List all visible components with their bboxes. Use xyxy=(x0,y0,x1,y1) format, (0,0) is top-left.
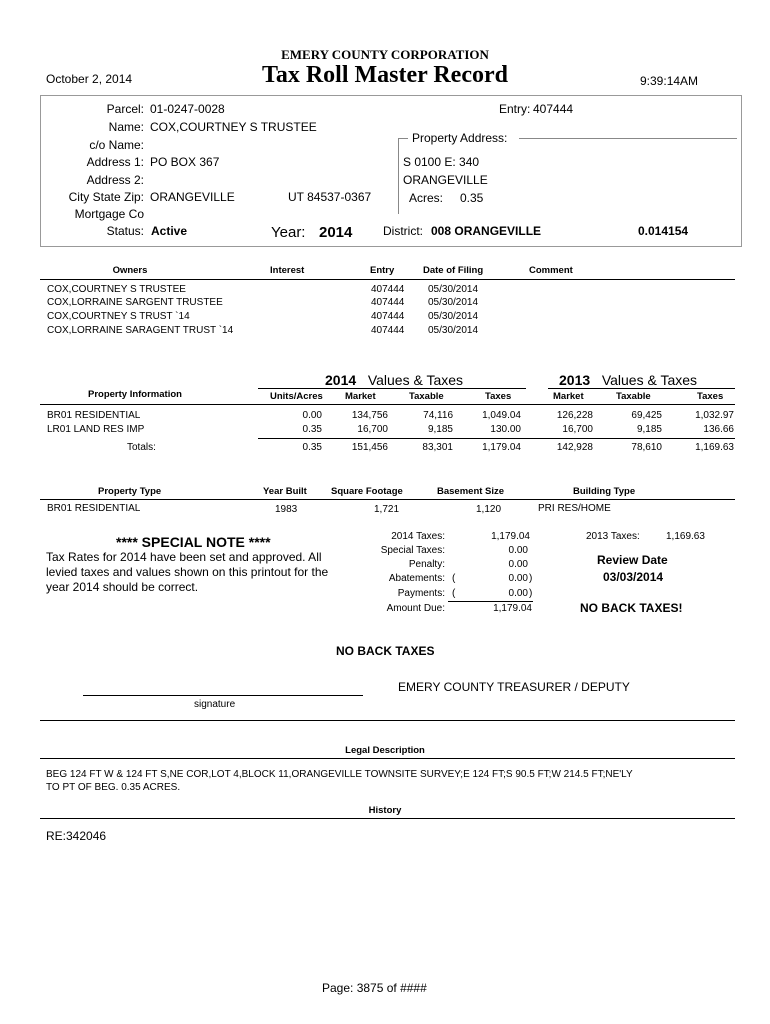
penalty-value: 0.00 xyxy=(508,559,528,570)
review-date-label: Review Date xyxy=(597,553,668,567)
amount-due-rule xyxy=(448,601,533,602)
value-row-prior-taxable: 9,185 xyxy=(636,424,662,435)
value-row-prior-taxable: 69,425 xyxy=(631,410,662,421)
property-address-line1: S 0100 E: 340 xyxy=(403,155,480,169)
current-taxes-value: 1,179.04 xyxy=(491,531,530,542)
city-state-zip-label: City State Zip: xyxy=(68,190,144,204)
property-address-bracket xyxy=(398,138,399,214)
owner-date: 05/30/2014 xyxy=(428,325,479,336)
payments-value: 0.00 xyxy=(508,588,528,599)
total-taxable: 83,301 xyxy=(422,442,453,453)
building-type: PRI RES/HOME xyxy=(538,503,611,514)
history-entry: RE:342046 xyxy=(46,829,107,843)
owner-name: COX,COURTNEY S TRUSTEE xyxy=(47,284,186,295)
legal-description-rule xyxy=(40,758,735,759)
legal-description-line: BEG 124 FT W & 124 FT S,NE COR,LOT 4,BLOCK 11,ORANGEVILLE TOWNSITE SURVEY;E 124 FT;S 90.5 FT;W 214.5 FT;NE'LY xyxy=(46,769,633,780)
taxes-header: Taxes xyxy=(485,391,512,402)
prior-taxable-header: Taxable xyxy=(616,391,651,402)
taxable-header: Taxable xyxy=(409,391,444,402)
current-taxes-label: 2014 Taxes: xyxy=(391,531,445,542)
history-title: History xyxy=(368,805,402,816)
city-value: ORANGEVILLE xyxy=(150,190,235,204)
name-value: COX,COURTNEY S TRUSTEE xyxy=(150,120,317,134)
penalty-label: Penalty: xyxy=(408,559,445,570)
value-row-prior-taxes: 1,032.97 xyxy=(695,410,734,421)
building-rule xyxy=(40,499,735,500)
year-label: Year: xyxy=(271,224,306,241)
history-rule xyxy=(40,818,735,819)
payments-paren-open: ( xyxy=(452,588,456,599)
owner-entry: 407444 xyxy=(371,311,405,322)
treasurer-label: EMERY COUNTY TREASURER / DEPUTY xyxy=(398,680,630,694)
property-type-header: Property Type xyxy=(98,486,162,497)
value-row-taxes: 1,049.04 xyxy=(482,410,521,421)
total-taxes: 1,179.04 xyxy=(482,442,521,453)
owner-entry: 407444 xyxy=(371,297,405,308)
parcel-label: Parcel: xyxy=(106,102,144,116)
special-note-line: Tax Rates for 2014 have been set and approved. All xyxy=(46,550,322,564)
entry-value: 407444 xyxy=(533,102,574,116)
building-basement-size: 1,120 xyxy=(476,504,502,515)
report-date: October 2, 2014 xyxy=(46,72,133,86)
date-of-filing-header: Date of Filing xyxy=(423,265,484,276)
signature-line xyxy=(83,695,363,696)
current-year-values-title: 2014 Values & Taxes xyxy=(325,372,464,388)
abatements-paren-close: ) xyxy=(529,573,533,584)
amount-due-value: 1,179.04 xyxy=(493,603,532,614)
values-title-rule xyxy=(258,388,526,389)
entry-header: Entry xyxy=(370,265,395,276)
mortgage-label: Mortgage Co xyxy=(74,207,144,221)
value-row-market: 16,700 xyxy=(357,424,388,435)
property-address-line2: ORANGEVILLE xyxy=(403,173,488,187)
special-taxes-label: Special Taxes: xyxy=(380,545,445,556)
year-value: 2014 xyxy=(319,224,353,241)
acres-value: 0.35 xyxy=(460,191,484,205)
interest-header: Interest xyxy=(270,265,305,276)
special-note-line: year 2014 should be correct. xyxy=(46,580,199,594)
building-year-built: 1983 xyxy=(275,504,298,515)
owners-header: Owners xyxy=(112,265,148,276)
market-header: Market xyxy=(345,391,376,402)
values-header-rule xyxy=(40,404,735,405)
section-divider xyxy=(40,720,735,721)
total-prior-market: 142,928 xyxy=(556,442,593,453)
amount-due-label: Amount Due: xyxy=(386,603,445,614)
value-row-market: 134,756 xyxy=(351,410,388,421)
value-row-desc: BR01 RESIDENTIAL xyxy=(47,410,141,421)
status-label: Status: xyxy=(106,224,144,238)
co-name-label: c/o Name: xyxy=(89,138,144,152)
total-units: 0.35 xyxy=(302,442,322,453)
property-address-rule xyxy=(519,138,737,139)
total-prior-taxable: 78,610 xyxy=(631,442,662,453)
tax-rate: 0.014154 xyxy=(638,224,689,238)
value-row-prior-market: 16,700 xyxy=(562,424,593,435)
value-row-prior-market: 126,228 xyxy=(556,410,593,421)
signature-caption: signature xyxy=(194,699,236,710)
building-property-type: BR01 RESIDENTIAL xyxy=(47,503,141,514)
owner-date: 05/30/2014 xyxy=(428,284,479,295)
special-note-line: levied taxes and values shown on this printout for the xyxy=(46,565,329,579)
abatements-paren-open: ( xyxy=(452,573,456,584)
building-type-header: Building Type xyxy=(573,486,636,497)
owner-name: COX,COURTNEY S TRUST `14 xyxy=(47,311,190,322)
report-time: 9:39:14AM xyxy=(640,74,699,88)
district-value: 008 ORANGEVILLE xyxy=(431,224,542,238)
value-row-taxable: 74,116 xyxy=(423,410,453,421)
name-label: Name: xyxy=(108,120,144,134)
units-acres-header: Units/Acres xyxy=(270,391,323,402)
status-value: Active xyxy=(151,224,188,238)
owner-entry: 407444 xyxy=(371,325,405,336)
district-label: District: xyxy=(383,224,423,238)
totals-label: Totals: xyxy=(127,442,156,453)
address2-label: Address 2: xyxy=(86,173,144,187)
company-name: EMERY COUNTY CORPORATION xyxy=(281,47,489,62)
legal-description-line: TO PT OF BEG. 0.35 ACRES. xyxy=(46,782,181,793)
comment-header: Comment xyxy=(529,265,573,276)
parcel-value: 01-0247-0028 xyxy=(150,102,225,116)
value-row-taxes: 130.00 xyxy=(490,424,521,435)
owner-date: 05/30/2014 xyxy=(428,297,479,308)
special-taxes-value: 0.00 xyxy=(508,545,528,556)
total-prior-taxes: 1,169.63 xyxy=(695,442,734,453)
no-back-taxes-badge: NO BACK TAXES! xyxy=(580,601,683,615)
payments-label: Payments: xyxy=(397,588,445,599)
legal-description-title: Legal Description xyxy=(345,745,425,756)
total-market: 151,456 xyxy=(351,442,388,453)
prior-taxes-label: 2013 Taxes: xyxy=(586,531,640,542)
review-date-value: 03/03/2014 xyxy=(603,570,664,584)
value-row-units: 0.00 xyxy=(302,410,322,421)
acres-label: Acres: xyxy=(409,191,444,205)
prior-taxes-value: 1,169.63 xyxy=(666,531,705,542)
value-row-taxable: 9,185 xyxy=(427,424,453,435)
year-built-header: Year Built xyxy=(263,486,307,497)
property-address-rule xyxy=(398,138,408,139)
abatements-label: Abatements: xyxy=(388,573,445,584)
totals-rule xyxy=(258,438,735,439)
prior-year-values-title: 2013 Values & Taxes xyxy=(559,372,698,388)
prior-taxes-header: Taxes xyxy=(697,391,724,402)
values-title-rule xyxy=(548,388,735,389)
abatements-value: 0.00 xyxy=(508,573,528,584)
basement-size-header: Basement Size xyxy=(437,486,505,497)
page-title: Tax Roll Master Record xyxy=(262,62,508,88)
special-note-title: **** SPECIAL NOTE **** xyxy=(116,534,271,550)
state-zip-value: UT 84537-0367 xyxy=(288,190,372,204)
value-row-prior-taxes: 136.66 xyxy=(703,424,734,435)
owner-name: COX,LORRAINE SARAGENT TRUST `14 xyxy=(47,325,234,336)
value-row-desc: LR01 LAND RES IMP xyxy=(47,424,145,435)
property-address-label: Property Address: xyxy=(412,131,508,145)
owner-date: 05/30/2014 xyxy=(428,311,479,322)
value-row-units: 0.35 xyxy=(302,424,322,435)
property-information-header: Property Information xyxy=(88,389,182,400)
owners-rule xyxy=(40,279,735,280)
owner-name: COX,LORRAINE SARGENT TRUSTEE xyxy=(47,297,223,308)
prior-market-header: Market xyxy=(553,391,584,402)
building-square-footage: 1,721 xyxy=(374,504,400,515)
no-back-taxes-note: NO BACK TAXES xyxy=(336,644,435,658)
page-number: Page: 3875 of #### xyxy=(322,981,427,995)
payments-paren-close: ) xyxy=(529,588,533,599)
entry-label: Entry: xyxy=(499,102,531,116)
owner-entry: 407444 xyxy=(371,284,405,295)
square-footage-header: Square Footage xyxy=(331,486,403,497)
address1-value: PO BOX 367 xyxy=(150,155,220,169)
address1-label: Address 1: xyxy=(86,155,144,169)
